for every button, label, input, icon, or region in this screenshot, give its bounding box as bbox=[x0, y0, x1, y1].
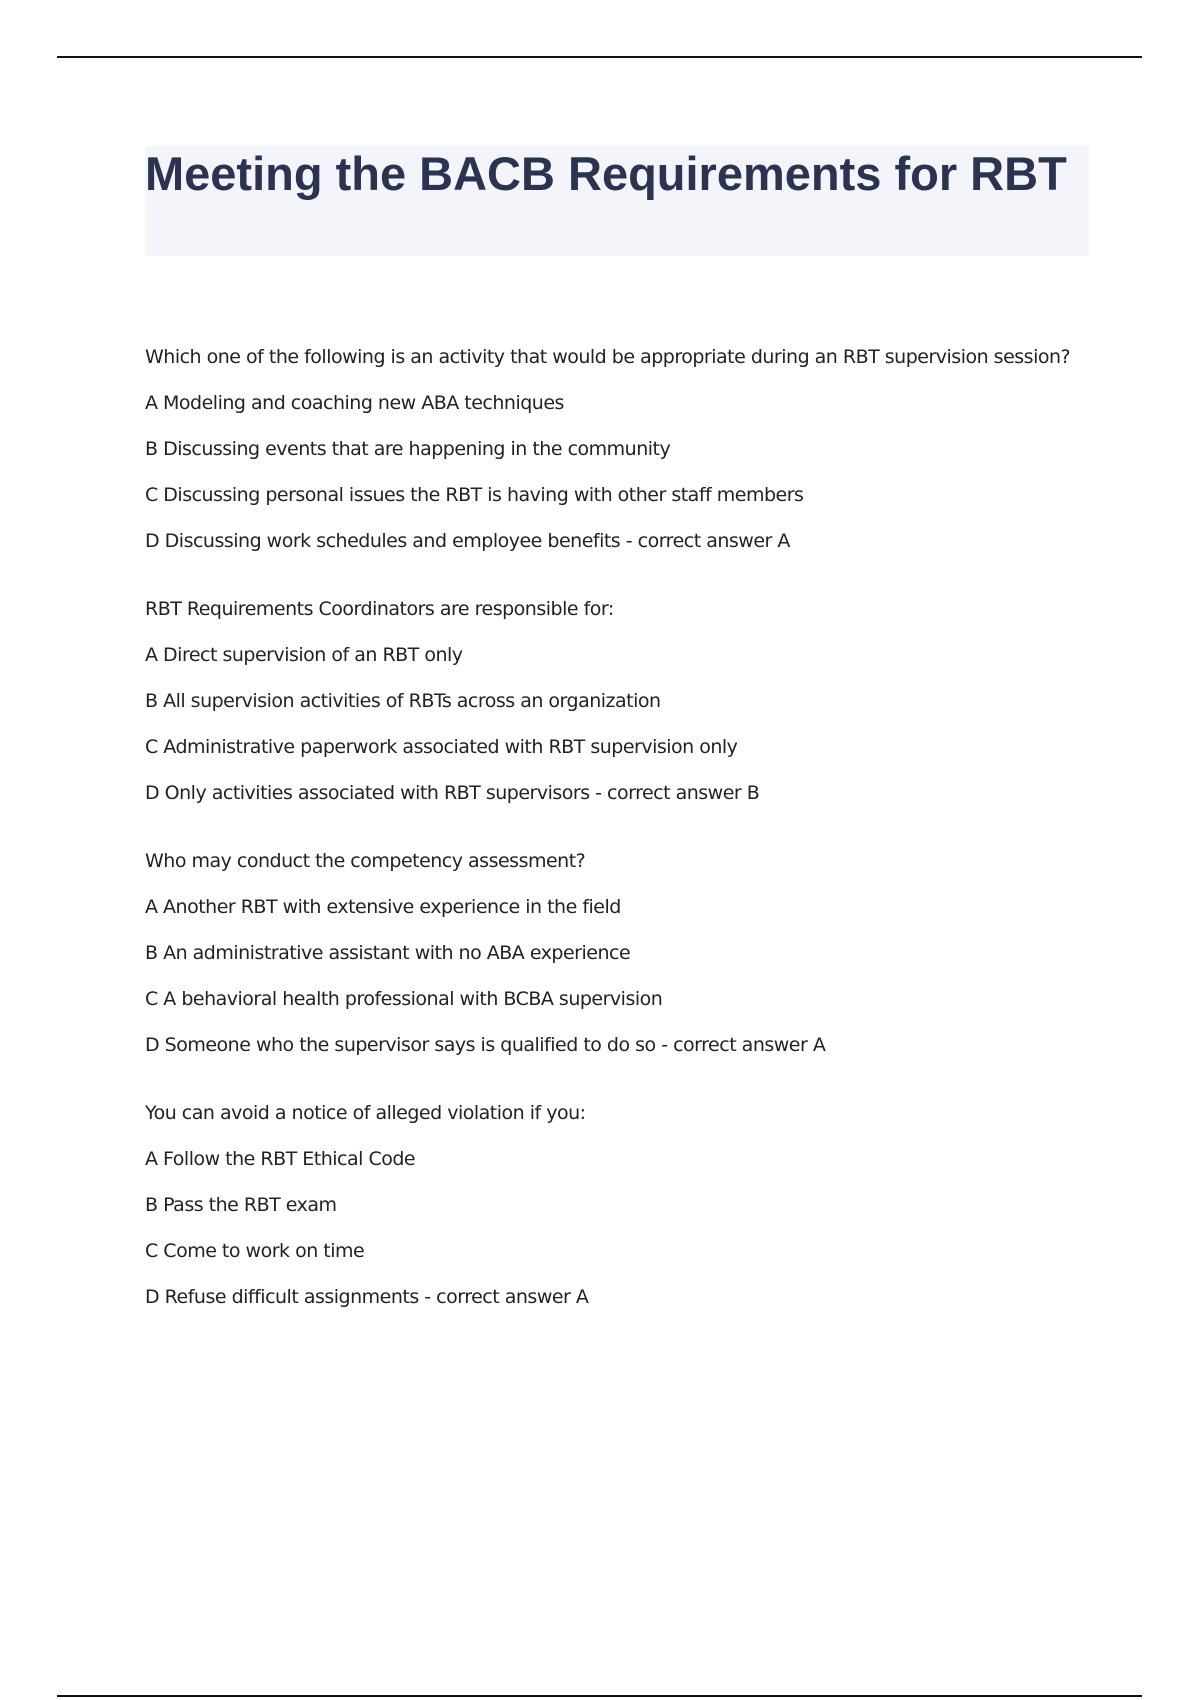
question-block-3 bbox=[145, 849, 1105, 1057]
question-block-1 bbox=[145, 345, 1105, 553]
answer-option-c: C A behavioral health professional with BCBA supervision bbox=[145, 988, 663, 1010]
question-block-4 bbox=[145, 1101, 1105, 1309]
question-text: RBT Requirements Coordinators are responsible for: bbox=[145, 598, 614, 620]
title-banner bbox=[145, 146, 1089, 256]
answer-option-b: B All supervision activities of RBTs across an organization bbox=[145, 690, 661, 712]
top-divider bbox=[57, 56, 1142, 58]
answer-option-c: C Come to work on time bbox=[145, 1240, 365, 1262]
question-text: Who may conduct the competency assessment? bbox=[145, 850, 586, 872]
answer-option-c: C Discussing personal issues the RBT is having with other staff members bbox=[145, 484, 804, 506]
answer-option-b: B Pass the RBT exam bbox=[145, 1194, 337, 1216]
answer-option-d: D Someone who the supervisor says is qualified to do so - correct answer A bbox=[145, 1034, 826, 1056]
answer-option-a: A Another RBT with extensive experience in the field bbox=[145, 896, 621, 918]
question-text: Which one of the following is an activity that would be appropriate during an RBT supervision session? bbox=[145, 346, 1071, 368]
question-block-2 bbox=[145, 597, 1105, 805]
question-text: You can avoid a notice of alleged violation if you: bbox=[145, 1102, 586, 1124]
answer-option-d: D Refuse difficult assignments - correct answer A bbox=[145, 1286, 589, 1308]
answer-option-a: A Modeling and coaching new ABA techniques bbox=[145, 392, 564, 414]
answer-option-b: B An administrative assistant with no ABA experience bbox=[145, 942, 631, 964]
answer-option-a: A Follow the RBT Ethical Code bbox=[145, 1148, 416, 1170]
answer-option-a: A Direct supervision of an RBT only bbox=[145, 644, 463, 666]
page-title: Meeting the BACB Requirements for RBT bbox=[145, 147, 1067, 200]
answer-option-b: B Discussing events that are happening in the community bbox=[145, 438, 671, 460]
bottom-divider bbox=[57, 1695, 1142, 1697]
question-list bbox=[145, 345, 1105, 1353]
answer-option-d: D Discussing work schedules and employee benefits - correct answer A bbox=[145, 530, 790, 552]
answer-option-d: D Only activities associated with RBT supervisors - correct answer B bbox=[145, 782, 760, 804]
answer-option-c: C Administrative paperwork associated with RBT supervision only bbox=[145, 736, 738, 758]
